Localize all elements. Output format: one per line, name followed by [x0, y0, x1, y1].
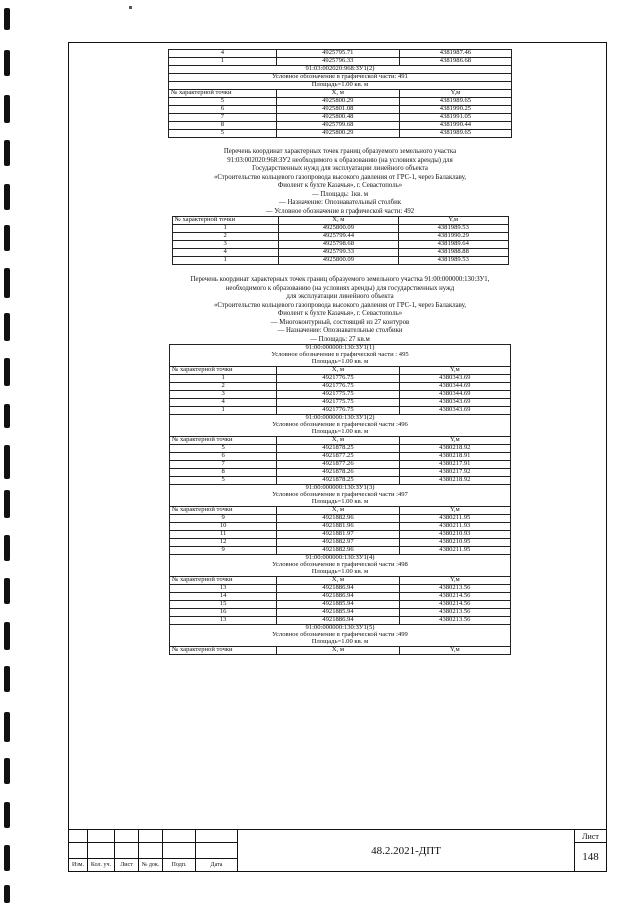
- contour-id: 91:00:000000:130:ЗУ1(1): [170, 345, 511, 353]
- column-header: X, м: [277, 577, 399, 585]
- table-cell: 4925799.33: [278, 249, 398, 257]
- table-cell: 4380213.56: [399, 585, 510, 593]
- table-cell: 4380218.92: [399, 445, 510, 453]
- table-cell: 6: [170, 453, 277, 461]
- table-cell: 4921776.75: [277, 407, 399, 415]
- table-cell: 4380210.93: [399, 531, 510, 539]
- text-line: необходимого к образованию (на условиях аренды) для государственных нужд: [225, 284, 455, 292]
- text-line: Фиолент к бухте Казачья», г. Севастополь»: [277, 310, 403, 317]
- table-cell: 4921877.25: [277, 453, 399, 461]
- column-header: № характерной точки: [170, 367, 277, 375]
- binding-mark: [4, 313, 10, 341]
- column-header: Y,м: [399, 90, 511, 98]
- table-cell: 4380343.69: [399, 407, 510, 415]
- table-cell: 4380211.95: [399, 515, 510, 523]
- table-cell: 4925795.71: [276, 50, 399, 58]
- table-cell: 4380213.56: [399, 617, 510, 625]
- table-cell: 4925796.33: [276, 58, 399, 66]
- table-cell: 4380217.92: [399, 469, 510, 477]
- contour-legend: Условное обозначение в графической части :497: [170, 492, 511, 499]
- table-cell: 15: [170, 601, 277, 609]
- contour-area: Площадь=1.00 кв. м: [169, 82, 512, 90]
- table-cell: 4921776.75: [277, 375, 399, 383]
- text-line: для эксплуатации линейного объекта: [286, 293, 394, 300]
- stamp-cell: [115, 843, 139, 859]
- column-header: № характерной точки: [170, 507, 277, 515]
- binding-margin-marks: [0, 0, 22, 905]
- binding-mark: [4, 404, 10, 428]
- contour-id: 91:00:000000:130:ЗУ1(5): [170, 625, 511, 633]
- stamp-cell: [115, 830, 139, 843]
- table-cell: 9: [170, 515, 277, 523]
- text-line: — Многоконтурный, состоящий из 27 контуров: [270, 318, 410, 326]
- binding-mark: [4, 845, 10, 871]
- table-cell: 4925800.29: [276, 130, 399, 138]
- table-cell: 1: [170, 407, 277, 415]
- column-header: X, м: [277, 437, 399, 445]
- text-line: Фиолент к бухте Казачья», г. Севастополь»: [277, 182, 403, 189]
- table-cell: 4380217.91: [399, 461, 510, 469]
- table-cell: 1: [172, 225, 278, 233]
- table-cell: 4380343.69: [399, 375, 510, 383]
- table-row: [172, 257, 508, 265]
- table-cell: 4925800.09: [278, 225, 398, 233]
- table-cell: 5: [169, 130, 277, 138]
- binding-mark: [4, 140, 10, 166]
- table-cell: 10: [170, 523, 277, 531]
- stamp-cell: [69, 830, 88, 843]
- table-cell: 4380344.69: [399, 391, 510, 399]
- table-cell: 1: [169, 58, 277, 66]
- table-cell: 2: [172, 233, 278, 241]
- text-line: Перечень координат характерных точек границ образуемого земельного участка 91:00:000000:130:ЗУ1,: [190, 276, 490, 283]
- table-cell: 12: [170, 539, 277, 547]
- binding-mark: [4, 802, 10, 828]
- contour-id: 91:00:000000:130:ЗУ1(2): [170, 415, 511, 423]
- table-cell: 4921881.97: [277, 531, 399, 539]
- binding-mark: [4, 184, 10, 210]
- contour-area: Площадь=1.00 кв. м: [170, 359, 511, 367]
- contour-legend: Условное обозначение в графической части : 495: [170, 352, 511, 359]
- table-cell: 4381989.65: [399, 130, 511, 138]
- contour-area: Площадь=1.00 кв. м: [170, 569, 511, 577]
- coord-table-section2: [172, 216, 509, 265]
- table-cell: 4380343.69: [399, 399, 510, 407]
- binding-mark: [4, 268, 10, 298]
- document-code: 48.2.2021-ДПТ: [238, 830, 575, 872]
- column-header: Y,м: [399, 507, 510, 515]
- table-cell: 8: [169, 122, 277, 130]
- table-cell: 4380214.56: [399, 601, 510, 609]
- table-cell: 4921882.97: [277, 539, 399, 547]
- table-cell: 1: [172, 257, 278, 265]
- column-header: X, м: [277, 507, 399, 515]
- column-header: № характерной точки: [172, 217, 278, 225]
- text-line: — Условное обозначение в графической части: 492: [265, 207, 415, 215]
- stamp-cell: [163, 843, 196, 859]
- binding-mark: [4, 622, 10, 650]
- table-cell: 11: [170, 531, 277, 539]
- contour-area: Площадь=1.00 кв. м: [170, 499, 511, 507]
- table-cell: 2: [170, 383, 277, 391]
- table-cell: 16: [170, 609, 277, 617]
- contour-legend: Условное обозначение в графической части: 491: [169, 74, 512, 82]
- table-cell: 7: [169, 114, 277, 122]
- binding-mark: [4, 445, 10, 479]
- table-cell: 3: [170, 391, 277, 399]
- table-cell: 7: [170, 461, 277, 469]
- scan-speck: [129, 6, 132, 9]
- table-cell: 4381989.53: [398, 225, 508, 233]
- table-cell: 5: [169, 98, 277, 106]
- stamp-cell: [69, 843, 88, 859]
- table-cell: 4: [169, 50, 277, 58]
- contour-id: 91:00:000000:130:ЗУ1(3): [170, 485, 511, 493]
- contour-legend: Условное обозначение в графической части :496: [170, 422, 511, 429]
- contour-area: Площадь=1.00 кв. м: [170, 429, 511, 437]
- table-cell: 4380213.56: [399, 609, 510, 617]
- column-header: X, м: [277, 367, 399, 375]
- table-cell: 14: [170, 593, 277, 601]
- stamp-label: № док.: [139, 858, 163, 871]
- table-cell: 4: [172, 249, 278, 257]
- stamp-label: Лист: [115, 858, 139, 871]
- column-header: № характерной точки: [169, 90, 277, 98]
- text-line: «Строительство кольцевого газопровода высокого давления от ГРС-1, через Балаклаву,: [213, 301, 467, 309]
- table-cell: 4921886.94: [277, 593, 399, 601]
- column-header: Y,м: [399, 367, 510, 375]
- binding-mark: [4, 535, 10, 561]
- contour-legend: Условное обозначение в графической части :498: [170, 562, 511, 569]
- table-cell: 4921878.25: [277, 445, 399, 453]
- column-header: Y,м: [399, 437, 510, 445]
- contour-id: 91:00:000000:130:ЗУ1(4): [170, 555, 511, 563]
- binding-mark: [4, 95, 10, 123]
- table-cell: 4925801.08: [276, 106, 399, 114]
- binding-mark: [4, 578, 10, 604]
- table-cell: 4921776.75: [277, 383, 399, 391]
- stamp-label: Изм.: [69, 858, 88, 871]
- table-cell: 4381990.29: [398, 233, 508, 241]
- section3-heading: [100, 276, 580, 344]
- binding-mark: [4, 490, 10, 518]
- table-cell: 4921885.94: [277, 601, 399, 609]
- table-cell: 4380210.95: [399, 539, 510, 547]
- table-cell: 4: [170, 399, 277, 407]
- table-cell: 4925800.09: [278, 257, 398, 265]
- table-cell: 4380218.91: [399, 453, 510, 461]
- column-header: № характерной точки: [170, 647, 277, 655]
- table-cell: 4380211.93: [399, 523, 510, 531]
- table-cell: 4381991.05: [399, 114, 511, 122]
- column-header: Y,м: [399, 647, 510, 655]
- title-block: [68, 829, 607, 872]
- coord-table-top: [168, 49, 512, 138]
- table-header-row: [170, 647, 511, 655]
- section2-heading: [100, 148, 580, 216]
- table-cell: 4380211.95: [399, 547, 510, 555]
- text-line: Перечень координат характерных точек границ образуемого земельного участка: [223, 148, 457, 155]
- table-cell: 4921775.75: [277, 391, 399, 399]
- table-cell: 4381989.65: [399, 98, 511, 106]
- text-line: — Площадь: 1кв. м: [311, 190, 369, 198]
- table-cell: 4925798.68: [278, 241, 398, 249]
- text-line: «Строительство кольцевого газопровода высокого давления от ГРС-1, через Балаклаву,: [213, 173, 467, 181]
- table-cell: 6: [169, 106, 277, 114]
- table-cell: 4380218.92: [399, 477, 510, 485]
- table-cell: 4381986.68: [399, 58, 511, 66]
- table-cell: 13: [170, 617, 277, 625]
- binding-mark: [4, 666, 10, 692]
- table-cell: 5: [170, 445, 277, 453]
- coord-table-section3: [169, 344, 511, 655]
- table-cell: 4921775.75: [277, 399, 399, 407]
- text-line: Государственных нужд для эксплуатации линейного объекта: [252, 165, 428, 172]
- contour-legend: Условное обозначение в графической части :499: [170, 632, 511, 639]
- binding-mark: [4, 885, 10, 903]
- table-cell: 4925800.29: [276, 98, 399, 106]
- stamp-cell: [139, 830, 163, 843]
- sheet-content: [100, 45, 580, 825]
- table-cell: 4380214.56: [399, 593, 510, 601]
- stamp-cell: [196, 843, 238, 859]
- stamp-label: Дата: [196, 858, 238, 871]
- table-cell: 4381988.88: [398, 249, 508, 257]
- table-cell: 4921881.96: [277, 523, 399, 531]
- table-cell: 4921882.96: [277, 515, 399, 523]
- table-cell: 4921878.25: [277, 477, 399, 485]
- stamp-label: Подп.: [163, 858, 196, 871]
- table-cell: 8: [170, 469, 277, 477]
- table-cell: 4921886.94: [277, 617, 399, 625]
- stamp-cell: [88, 843, 115, 859]
- binding-mark: [4, 225, 10, 251]
- table-cell: 4921877.26: [277, 461, 399, 469]
- contour-id: 91:03:002020:968:ЗУ1(2): [169, 66, 512, 74]
- table-cell: 9: [170, 547, 277, 555]
- table-cell: 4921885.94: [277, 609, 399, 617]
- binding-mark: [4, 712, 10, 742]
- table-cell: 4921878.26: [277, 469, 399, 477]
- text-line: — Назначение: Опознавательный столбик: [278, 199, 402, 206]
- binding-mark: [4, 8, 10, 30]
- column-header: Y,м: [399, 577, 510, 585]
- table-cell: 1: [170, 375, 277, 383]
- table-cell: 4381989.53: [398, 257, 508, 265]
- column-header: X, м: [277, 647, 399, 655]
- binding-mark: [4, 50, 10, 76]
- text-line: — Площадь: 27 кв.м: [310, 335, 370, 343]
- table-cell: 4381990.25: [399, 106, 511, 114]
- table-cell: 13: [170, 585, 277, 593]
- table-row: [169, 130, 512, 138]
- table-cell: 4925799.44: [278, 233, 398, 241]
- binding-mark: [4, 758, 10, 784]
- column-header: № характерной точки: [170, 437, 277, 445]
- table-cell: 4925800.48: [276, 114, 399, 122]
- table-cell: 4921882.96: [277, 547, 399, 555]
- column-header: Y,м: [398, 217, 508, 225]
- stamp-cell: [88, 830, 115, 843]
- table-cell: 4381990.44: [399, 122, 511, 130]
- text-line: 91:03:002020:968:ЗУ2 необходимого к образованию (на условиях аренды) для: [227, 156, 453, 164]
- table-cell: 3: [172, 241, 278, 249]
- column-header: X, м: [276, 90, 399, 98]
- stamp-cell: [139, 843, 163, 859]
- sheet-number: 148: [575, 843, 607, 872]
- table-cell: 4925799.68: [276, 122, 399, 130]
- table-cell: 4921886.94: [277, 585, 399, 593]
- column-header: № характерной точки: [170, 577, 277, 585]
- stamp-cell: [163, 830, 196, 843]
- table-cell: 4380344.69: [399, 383, 510, 391]
- stamp-label: Кол. уч.: [88, 858, 115, 871]
- sheet-label: Лист: [575, 830, 607, 843]
- binding-mark: [4, 358, 10, 386]
- text-line: — Назначение: Опознавательные столбики: [277, 327, 403, 334]
- column-header: X, м: [278, 217, 398, 225]
- table-cell: 4381989.64: [398, 241, 508, 249]
- table-cell: 5: [170, 477, 277, 485]
- contour-area: Площадь=1.00 кв. м: [170, 639, 511, 647]
- stamp-cell: [196, 830, 238, 843]
- table-cell: 4381987.46: [399, 50, 511, 58]
